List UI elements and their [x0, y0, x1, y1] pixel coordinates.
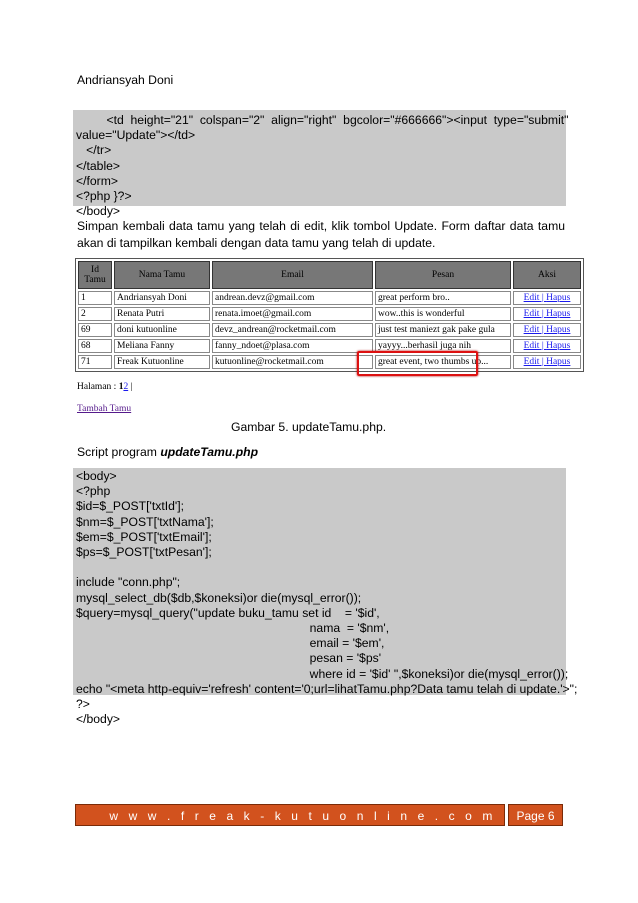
table-row: [78, 355, 581, 369]
code-line: nama = '$nm',: [76, 621, 390, 635]
cell-email: devz_andrean@rocketmail.com: [212, 323, 373, 337]
cell-id: 68: [78, 339, 112, 353]
code-line: value="Update"></td>: [76, 128, 196, 143]
edit-link[interactable]: Edit: [523, 293, 540, 303]
cell-pesan: great event, two thumbs up...: [375, 355, 511, 369]
paragraph: Simpan kembali data tamu yang telah di edit, klik tombol Update. Form daftar data tamu akan di tampilkan kembali dengan data tamu yang telah di update.: [77, 219, 565, 250]
footer-page-number: Page 6: [508, 804, 563, 826]
code-line: $query=mysql_query("update buku_tamu set id = '$id',: [76, 605, 380, 620]
hapus-link[interactable]: Hapus: [546, 293, 571, 303]
cell-nama: doni kutuonline: [114, 323, 210, 337]
pagination-current: 1: [118, 382, 124, 392]
script-label-name: updateTamu.php: [160, 445, 259, 459]
pagination-suffix: |: [128, 382, 133, 392]
aksi-separator: |: [539, 341, 547, 351]
cell-email: fanny_ndoet@plasa.com: [212, 339, 373, 353]
edit-link[interactable]: Edit: [523, 325, 540, 335]
cell-aksi: [513, 339, 581, 353]
code-line: pesan = '$ps': [76, 651, 382, 666]
cell-nama: Meliana Fanny: [114, 339, 210, 353]
cell-nama: Andriansyah Doni: [114, 291, 210, 305]
code-line: </body>: [76, 712, 121, 727]
code-line: </body>: [76, 204, 121, 219]
hapus-link[interactable]: Hapus: [546, 357, 571, 367]
edit-link[interactable]: Edit: [523, 309, 540, 319]
script-label-prefix: Script program: [77, 445, 161, 459]
cell-id: 1: [78, 291, 112, 305]
code-line: mysql_select_db($db,$koneksi)or die(mysql_error());: [76, 590, 362, 605]
footer-site: w w w . f r e a k - k u t u o n l i n e . c o m: [75, 804, 505, 826]
cell-email: renata.imoet@gmail.com: [212, 307, 373, 321]
cell-aksi: [513, 323, 581, 337]
tambah-tamu-link[interactable]: Tambah Tamu: [77, 404, 132, 414]
aksi-separator: |: [539, 357, 547, 367]
hapus-link[interactable]: Hapus: [546, 341, 571, 351]
figure-caption: Gambar 5. updateTamu.php.: [231, 420, 387, 434]
hapus-link[interactable]: Hapus: [546, 325, 571, 335]
code-line: <td height="21" colspan="2" align="right" bgcolor="#666666"><input type="submit": [76, 113, 569, 127]
code-line: email = '$em',: [76, 636, 385, 651]
edit-link[interactable]: Edit: [523, 357, 540, 367]
table-row: [78, 291, 581, 305]
code-block-1: [73, 110, 569, 219]
edit-link[interactable]: Edit: [523, 341, 540, 351]
column-header: Id Tamu: [78, 261, 112, 289]
cell-pesan: yayyy...berhasil juga nih: [375, 339, 511, 353]
table-row: [78, 307, 581, 321]
code-block-2: [73, 468, 578, 727]
aksi-separator: |: [539, 293, 547, 303]
footer: [75, 804, 563, 828]
table-row: [78, 323, 581, 337]
pagination-label: Halaman :: [77, 382, 119, 392]
cell-pesan: just test maniezt gak pake gula: [375, 323, 511, 337]
highlight-box: [357, 351, 478, 376]
code-line: </form>: [76, 173, 118, 188]
cell-aksi: [513, 307, 581, 321]
guestbook-table: [75, 258, 584, 372]
pagination: [77, 382, 132, 392]
pagination-page-2[interactable]: 2: [123, 382, 129, 392]
column-header: Nama Tamu: [114, 261, 210, 289]
column-header: Email: [212, 261, 373, 289]
aksi-separator: |: [539, 325, 547, 335]
code-line: $id=$_POST['txtId'];: [76, 499, 184, 514]
cell-id: 71: [78, 355, 112, 369]
script-label: [77, 445, 258, 459]
code-line: <body>: [76, 469, 117, 483]
cell-pesan: great perform bro..: [375, 291, 511, 305]
code-line: where id = '$id' ",$koneksi)or die(mysql_error());: [76, 666, 569, 681]
guestbook-table-screenshot: [75, 258, 584, 372]
code-line: <?php }?>: [76, 189, 132, 203]
column-header: Aksi: [513, 261, 581, 289]
code-line: </tr>: [76, 143, 112, 158]
cell-email: kutuonline@rocketmail.com: [212, 355, 373, 369]
code-line: echo "<meta http-equiv='refresh' content='0;url=lihatTamu.php?Data tamu telah di update.'>";: [76, 681, 578, 696]
code-line: include "conn.php";: [76, 575, 181, 590]
cell-email: andrean.devz@gmail.com: [212, 291, 373, 305]
table-row: [78, 339, 581, 353]
code-line: ?>: [76, 697, 90, 711]
intro-name: Andriansyah Doni: [77, 73, 174, 87]
code-line: $nm=$_POST['txtNama'];: [76, 514, 214, 529]
code-line: <?php: [76, 484, 111, 499]
cell-aksi: [513, 355, 581, 369]
cell-id: 69: [78, 323, 112, 337]
aksi-separator: |: [539, 309, 547, 319]
column-header: Pesan: [375, 261, 511, 289]
cell-nama: Freak Kutuonline: [114, 355, 210, 369]
hapus-link[interactable]: Hapus: [546, 309, 571, 319]
cell-aksi: [513, 291, 581, 305]
cell-id: 2: [78, 307, 112, 321]
code-line: $em=$_POST['txtEmail'];: [76, 529, 212, 544]
code-line: </table>: [76, 158, 121, 173]
code-line: $ps=$_POST['txtPesan'];: [76, 545, 212, 559]
cell-nama: Renata Putri: [114, 307, 210, 321]
cell-pesan: wow..this is wonderful: [375, 307, 511, 321]
